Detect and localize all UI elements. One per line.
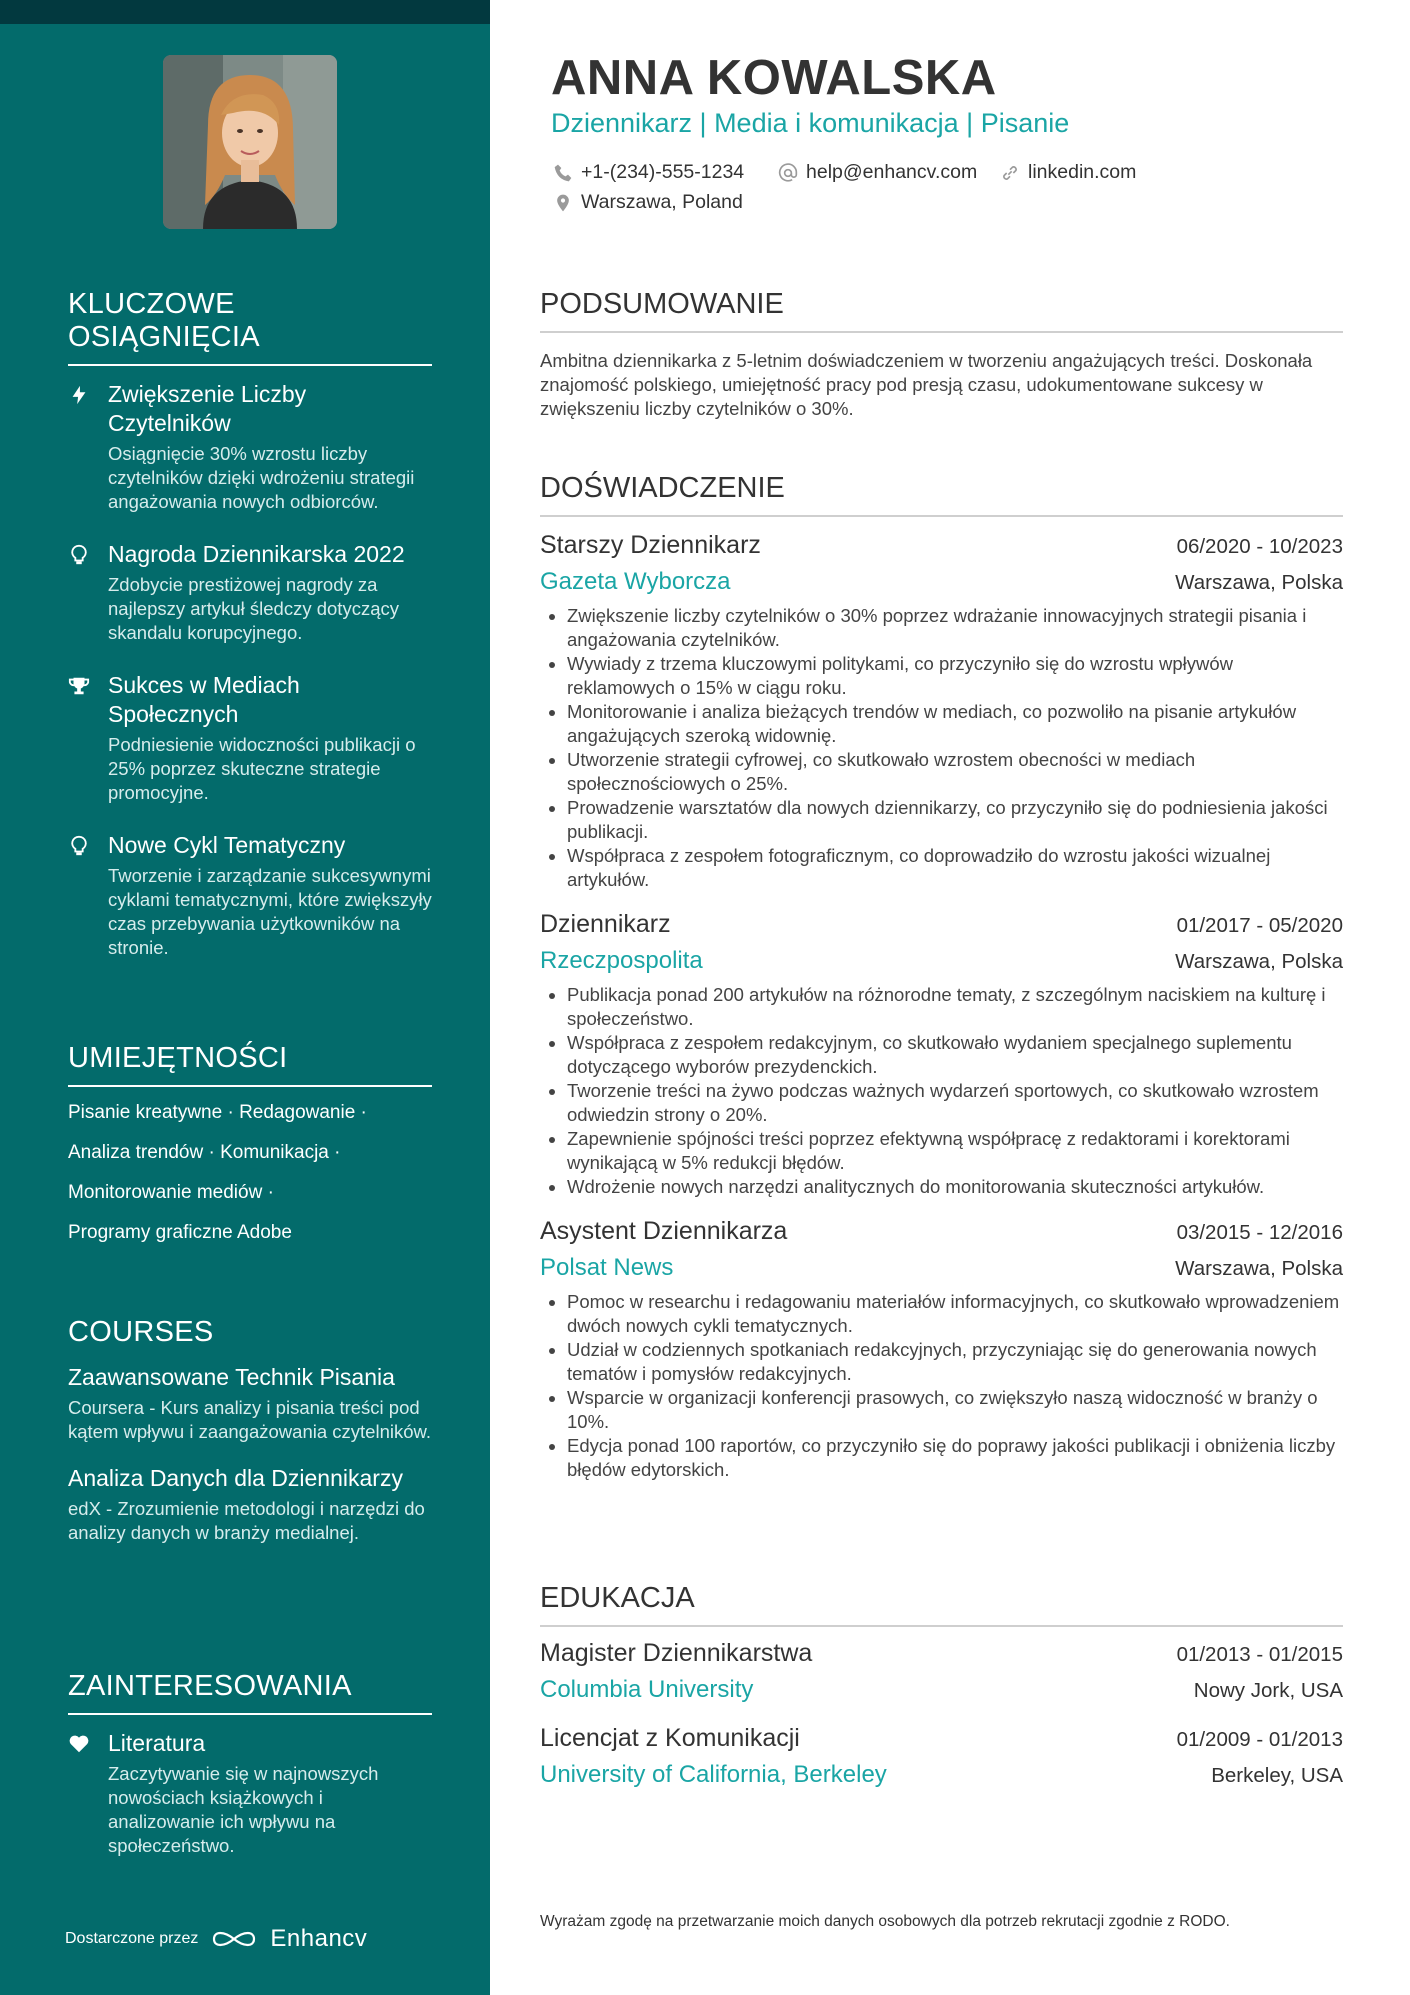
consent-note: Wyrażam zgodę na przetwarzanie moich danych osobowych dla potrzeb rekrutacji zgodnie z RODO. (540, 1913, 1230, 1930)
education-location: Berkeley, USA (1211, 1764, 1343, 1787)
contact-link[interactable] (1000, 161, 1136, 184)
education-entry (540, 1724, 1343, 1789)
achievement-item (68, 540, 432, 645)
achievement-desc: Zdobycie prestiżowej nagrody za najlepszy artykuł śledczy dotyczący skandalu korupcyjnego. (108, 574, 399, 643)
achievements-title: KLUCZOWE OSIĄGNIĘCIA (68, 288, 432, 366)
person-headline: Dziennikarz | Media i komunikacja | Pisanie (551, 108, 1070, 138)
education-degree: Licencjat z Komunikacji (540, 1724, 800, 1752)
education-dates: 01/2009 - 01/2013 (1176, 1728, 1343, 1751)
education-dates: 01/2013 - 01/2015 (1176, 1643, 1343, 1666)
job-dates: 03/2015 - 12/2016 (1176, 1221, 1343, 1244)
lightning-icon (68, 384, 90, 406)
job-dates: 06/2020 - 10/2023 (1176, 535, 1343, 558)
course-desc: Coursera - Kurs analizy i pisania treści pod kątem wpływu i zaangażowania czytelników. (68, 1397, 431, 1442)
skill-line: Monitorowanie mediów · (68, 1182, 274, 1203)
job-bullets (540, 983, 1343, 1199)
job-bullets (540, 1290, 1343, 1482)
job-bullet: • Publikacja ponad 200 artykułów na różnorodne tematy, z szczególnym naciskiem na kulturę i społeczeństwo. (567, 983, 1343, 1031)
interest-title: Literatura (108, 1730, 206, 1756)
lightbulb-icon (68, 544, 90, 566)
job-bullet: • Współpraca z zespołem fotograficznym, co doprowadziło do wzrostu jakości wizualnej artykułów. (567, 844, 1343, 892)
achievement-item (68, 671, 432, 805)
job-bullet: • Utworzenie strategii cyfrowej, co skutkowało wzrostem obecności w mediach społecznościowych o 25%. (567, 748, 1343, 796)
contact-location (553, 191, 743, 214)
skill-line: Pisanie kreatywne · Redagowanie · (68, 1102, 367, 1123)
contact-phone[interactable] (553, 161, 744, 184)
job-entry (540, 531, 1343, 892)
experience-section (540, 472, 1343, 1482)
achievement-desc: Podniesienie widoczności publikacji o 25% poprzez skuteczne strategie promocyjne. (108, 734, 416, 803)
job-location: Warszawa, Polska (1175, 1257, 1343, 1280)
summary-text: Ambitna dziennikarka z 5-letnim doświadczeniem w tworzeniu angażujących treści. Doskonała znajomość polskiego, umiejętność pracy pod presją czasu, udokumentowane sukcesy w zwiększeniu liczby czytelników o 30%. (540, 350, 1313, 419)
achievement-desc: Osiągnięcie 30% wzrostu liczby czytelników dzięki wdrożeniu strategii angażowania nowych odbiorców. (108, 443, 415, 512)
job-bullet: • Wsparcie w organizacji konferencji prasowych, co zwiększyło naszą widoczność w branży o 10%. (567, 1386, 1343, 1434)
lightbulb-icon (68, 835, 90, 857)
job-company: Gazeta Wyborcza (540, 568, 731, 595)
skill-line: Analiza trendów · Komunikacja · (68, 1142, 341, 1163)
job-bullet: • Monitorowanie i analiza bieżących trendów w mediach, co pozwoliło na pisanie artykułów angażujących szeroką widownię. (567, 700, 1343, 748)
courses-title: COURSES (68, 1316, 214, 1348)
job-company: Polsat News (540, 1254, 674, 1281)
experience-title: DOŚWIADCZENIE (540, 472, 1343, 517)
education-school: University of California, Berkeley (540, 1761, 887, 1788)
sidebar-top-bar (0, 0, 490, 24)
contact-email[interactable] (778, 161, 977, 184)
summary-title: PODSUMOWANIE (540, 288, 1343, 333)
phone-icon (553, 163, 573, 183)
job-bullet: • Zwiększenie liczby czytelników o 30% poprzez wdrażanie innowacyjnych strategii pisania i angażowania czytelników. (567, 604, 1343, 652)
job-bullet: • Edycja ponad 100 raportów, co przyczyniło się do poprawy jakości publikacji i obniżenia liczby błędów edytorskich. (567, 1434, 1343, 1482)
job-bullet: • Wywiady z trzema kluczowymi politykami, co przyczyniło się do wzrostu wpływów reklamowych o 15% w ciągu roku. (567, 652, 1343, 700)
trophy-icon (68, 675, 90, 697)
job-bullet: • Udział w codziennych spotkaniach redakcyjnych, przyczyniając się do generowania nowych tematów i pomysłów redakcyjnych. (567, 1338, 1343, 1386)
phone-text: +1-(234)-555-1234 (581, 161, 745, 183)
powered-by (65, 1925, 367, 1953)
powered-by-label: Dostarczone przez (65, 1930, 199, 1947)
job-bullet: • Tworzenie treści na żywo podczas ważnych wydarzeń sportowych, co skutkowało wzrostem odwiedzin strony o 20%. (567, 1079, 1343, 1127)
achievement-item (68, 380, 432, 514)
heart-icon (68, 1733, 90, 1755)
job-bullet: • Wdrożenie nowych narzędzi analitycznych do monitorowania skuteczności artykułów. (567, 1175, 1343, 1199)
link-icon (1000, 163, 1020, 183)
skills-title: UMIEJĘTNOŚCI (68, 1042, 432, 1087)
interest-desc: Zaczytywanie się w najnowszych nowościach książkowych i analizowanie ich wpływu na społeczeństwo. (108, 1763, 379, 1856)
achievements-section (68, 288, 432, 960)
enhancv-logo-icon (210, 1927, 258, 1951)
sidebar (0, 0, 490, 1995)
education-section (540, 1582, 1343, 1789)
job-bullet: • Prowadzenie warsztatów dla nowych dziennikarzy, co przyczyniło się do podniesienia jakości publikacji. (567, 796, 1343, 844)
education-title: EDUKACJA (540, 1582, 1343, 1627)
location-pin-icon (553, 193, 573, 213)
course-title: Analiza Danych dla Dziennikarzy (68, 1465, 403, 1491)
course-title: Zaawansowane Technik Pisania (68, 1364, 395, 1390)
interests-title: ZAINTERESOWANIA (68, 1670, 432, 1715)
job-company: Rzeczpospolita (540, 947, 703, 974)
achievement-desc: Tworzenie i zarządzanie sukcesywnymi cyklami tematycznymi, które zwiększyły czas przebywania użytkowników na stronie. (108, 865, 432, 958)
summary-section (540, 288, 1343, 421)
interest-item (68, 1729, 432, 1858)
job-title: Starszy Dziennikarz (540, 531, 761, 559)
job-location: Warszawa, Polska (1175, 950, 1343, 973)
link-text: linkedin.com (1028, 161, 1137, 183)
achievement-title: Sukces w Mediach Społecznych (108, 672, 300, 727)
job-bullet: • Współpraca z zespołem redakcyjnym, co skutkowało wydaniem specjalnego suplementu dotyczącego wyborów prezydenckich. (567, 1031, 1343, 1079)
achievement-title: Zwiększenie Liczby Czytelników (108, 381, 307, 436)
education-degree: Magister Dziennikarstwa (540, 1639, 813, 1667)
education-location: Nowy Jork, USA (1193, 1679, 1343, 1702)
education-school: Columbia University (540, 1676, 754, 1703)
job-title: Dziennikarz (540, 910, 671, 938)
email-text: help@enhancv.com (806, 161, 978, 183)
achievement-item (68, 831, 432, 960)
skills-section (68, 1042, 432, 1245)
job-entry (540, 1217, 1343, 1482)
courses-section (68, 1316, 432, 1545)
job-bullet: • Pomoc w researchu i redagowaniu materiałów informacyjnych, co skutkowało wprowadzeniem dwóch nowych cykli tematycznych. (567, 1290, 1343, 1338)
at-icon (778, 163, 798, 183)
education-entry (540, 1639, 1343, 1704)
job-location: Warszawa, Polska (1175, 571, 1343, 594)
job-bullets (540, 604, 1343, 892)
job-dates: 01/2017 - 05/2020 (1176, 914, 1343, 937)
interests-section (68, 1670, 432, 1858)
course-desc: edX - Zrozumienie metodologi i narzędzi do analizy danych w branży medialnej. (68, 1498, 425, 1543)
achievement-title: Nowe Cykl Tematyczny (108, 832, 346, 858)
skill-line: Programy graficzne Adobe (68, 1222, 292, 1243)
location-text: Warszawa, Poland (581, 191, 743, 213)
person-name: ANNA KOWALSKA (551, 51, 997, 105)
job-title: Asystent Dziennikarza (540, 1217, 788, 1245)
profile-photo (163, 55, 337, 229)
job-bullet: • Zapewnienie spójności treści poprzez efektywną współpracę z redaktorami i korektorami wynikającą w 5% redukcji błędów. (567, 1127, 1343, 1175)
achievement-title: Nagroda Dziennikarska 2022 (108, 541, 405, 567)
job-entry (540, 910, 1343, 1199)
enhancv-brand[interactable]: Enhancv (270, 1925, 368, 1952)
